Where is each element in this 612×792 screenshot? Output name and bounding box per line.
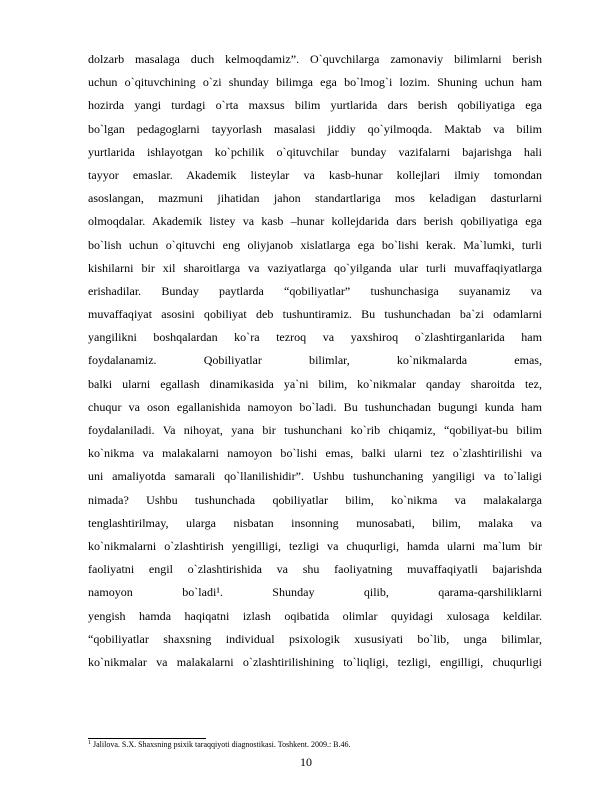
text-line: yengish hamda haqiqatni izlash oqibatida olimlar quyidagi xulosaga keldilar. — [88, 608, 542, 623]
text-line: muvaffaqiyat asosini qobiliyat deb tushuntiramiz. Bu tushunchadan ba`zi odamlarni — [88, 307, 542, 322]
footnote-separator — [88, 738, 206, 739]
text-line: yangilikni boshqalardan ko`ra tezroq va yaxshiroq o`zlashtirganlarida ham — [88, 330, 542, 345]
text-line: tenglashtirilmay, ularga nisbatan insonning munosabati, bilim, malaka va — [88, 515, 542, 530]
text-line: namoyon bo`ladi¹. Shunday qilib, qarama-qarshiliklarni — [88, 585, 542, 600]
text-line: dolzarb masalaga duch kelmoqdamiz”. O`quvchilarga zamonaviy bilimlarni berish — [88, 52, 542, 66]
text-line: olmoqdalar. Akademik listey va kasb –hunar kollejdarida dars berish qobiliyatiga ega — [88, 214, 542, 229]
body-text — [88, 48, 542, 674]
text-line: nimada? Ushbu tushunchada qobiliyatlar bilim, ko`nikma va malakalarga — [88, 492, 542, 507]
footnote-marker: 1 — [88, 740, 91, 746]
text-line: foydalanamiz. Qobiliyatlar bilimlar, ko`nikmalarda emas, — [88, 353, 542, 368]
text-line: asoslangan, mazmuni jihatidan jahon standartlariga mos keladigan dasturlarni — [88, 191, 542, 206]
text-line: faoliyatni engil o`zlashtirishida va shu faoliyatning muvaffaqiyatli bajarishda — [88, 562, 542, 577]
text-line: tayyor emaslar. Akademik listeylar va kasb-hunar kollejlari ilmiy tomondan — [88, 167, 542, 182]
text-line: balki ularni egallash dinamikasida ya`ni bilim, ko`nikmalar qanday sharoitda tez, — [88, 376, 542, 391]
text-line: foydalaniladi. Va nihoyat, yana bir tushunchani ko`rib chiqamiz, “qobiliyat-bu bilim — [88, 423, 542, 437]
text-line: erishadilar. Bunday paytlarda “qobiliyatlar” tushunchasiga suyanamiz va — [88, 283, 542, 298]
footnote-text: Jalilova. S.X. Shaxsning psixik taraqqiyoti diagnostikasi. Toshkent. 2009.: B.46. — [91, 740, 351, 749]
text-line: ko`nikmalarni o`zlashtirish yengilligi, tezligi va chuqurligi, hamda ularni ma`lum bir — [88, 538, 542, 553]
page-number: 10 — [300, 755, 312, 769]
text-line: chuqur va oson egallanishida namoyon bo`ladi. Bu tushunchadan bugungi kunda ham — [88, 399, 542, 414]
text-line: yurtlarida ishlayotgan ko`pchilik o`qituvchilar bunday vazifalarni bajarishga hali — [88, 144, 542, 159]
footnote — [88, 740, 351, 749]
text-line: ko`nikma va malakalarni namoyon bo`lishi emas, balki ularni tez o`zlashtirilishi va — [88, 446, 542, 461]
text-line: “qobiliyatlar shaxsning individual psixologik xususiyati bo`lib, unga bilimlar, — [88, 631, 542, 646]
text-line: bo`lgan pedagoglarni tayyorlash masalasi jiddiy qo`yilmoqda. Maktab va bilim — [88, 121, 542, 136]
text-line: uchun o`qituvchining o`zi shunday bilimga ega bo`lmog`i lozim. Shuning uchun ham — [88, 75, 542, 90]
text-line: ko`nikmalar va malakalarni o`zlashtirilishining to`liqligi, tezligi, engilligi, chuqurligi — [88, 654, 542, 669]
text-line: bo`lish uchun o`qituvchi eng oliyjanob xislatlarga ega bo`lishi kerak. Ma`lumki, turli — [88, 237, 542, 252]
text-line: uni amaliyotda samarali qo`llanilishidir”. Ushbu tushunchaning yangiligi va to`laligi — [88, 469, 542, 484]
text-line: hozirda yangi turdagi o`rta maxsus bilim yurtlarida dars berish qobiliyatiga ega — [88, 98, 542, 113]
text-line: kishilarni bir xil sharoitlarga va vaziyatlarga qo`yilganda ular turli muvaffaqiyatlarga — [88, 260, 542, 275]
